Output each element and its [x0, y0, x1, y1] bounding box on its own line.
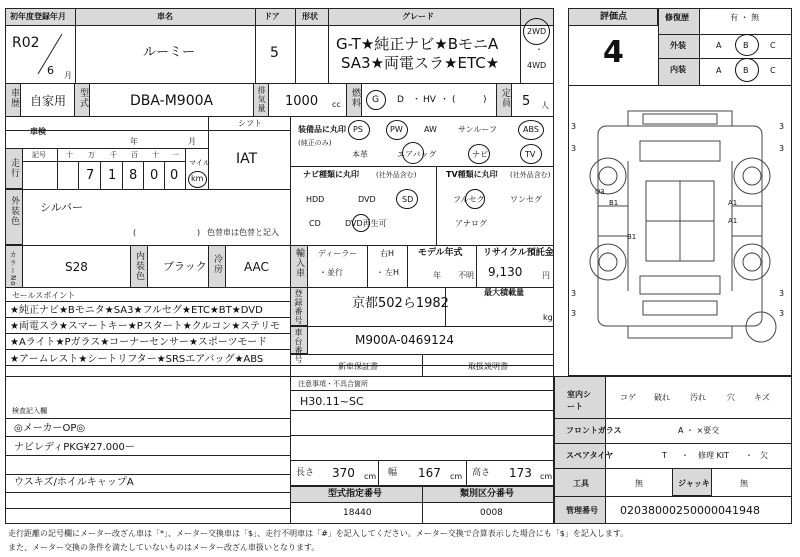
equip-pw: PW: [390, 125, 403, 134]
car-name-label: 車名: [157, 12, 173, 21]
inspection-year-unit: 年: [130, 137, 138, 146]
equip-sunroof: サンルーフ: [458, 125, 497, 134]
footer-line2: また、メーター交換の条件を満たしていないものはメーター改ざん車扱いとなります。: [8, 543, 320, 552]
max-load-label: 最大積載量: [484, 288, 524, 297]
seat-hole: 穴: [727, 393, 735, 402]
seat-stain: 汚れ: [690, 393, 706, 402]
color-no: S28: [65, 260, 88, 274]
mgmt-number: 02038000250000041948: [620, 504, 760, 517]
recycle-unit: 円: [542, 271, 550, 280]
fuel-label: 燃料: [350, 88, 360, 108]
mileage-digit-4: 0: [150, 168, 159, 183]
designation-label: 型式指定番号: [328, 489, 383, 499]
navi-dvd-playback: DVD再生可: [345, 219, 387, 228]
digit-label-0: 十: [66, 151, 73, 159]
inspector-line-1: ◎メーカーOP◎: [14, 423, 86, 434]
category: 0008: [480, 508, 503, 518]
mileage-sublabel: 記号: [32, 151, 46, 159]
mile-label: マイル: [189, 159, 210, 167]
repair-label: 修復歴: [665, 13, 689, 22]
digit-label-4: 十: [152, 151, 159, 159]
first-reg-year: R02: [12, 35, 40, 51]
model: DBA-M900A: [130, 93, 214, 109]
marker-3-mr: 3: [779, 144, 785, 153]
mileage-label: 走行: [9, 158, 19, 178]
model-year: 不明: [458, 271, 474, 280]
seat-label-text: 室内シート: [567, 390, 591, 411]
seat-burn: コゲ: [620, 393, 636, 402]
repair-options: 有 ・ 無: [730, 13, 760, 22]
tv-label: TV種類に丸印: [446, 170, 498, 179]
navi-dvd: DVD: [358, 195, 376, 204]
spare-sep1: ・: [681, 451, 689, 460]
damage-a1-mid: A1: [728, 217, 738, 225]
tv-fullseg: フルセグ: [453, 195, 485, 204]
designation: 18440: [343, 508, 372, 518]
color-note: 色替車は色替と記入: [207, 228, 279, 237]
tv-analog: アナログ: [455, 219, 487, 228]
auction-sheet: 初年度登録年月 車名 ドア 形状 グレード R02 6 月 ルーミー 5 G-T★純正ナビ★BモニA SA3★両電スラ★ETC★ 2WD ・ 4WD 車歴 自家用 型式 DBA-M900A 排気量 1000 cc 燃料 G D ・ HV ・ ( ) 定員 5 人 車検 年 月 シフト IAT 走行 記号 十 万 千 百 十 一 7 1 8 0 0 マイル km 装備品に丸印 (純正のみ) PS PW AW サンルーフ ABS 本革 エアバッグ ナビ TV 外装色 シルバー ( ) 色替車は色替と記入 ナビ種類に丸印 (社外品含む) HDD DVD SD CD DVD再生可 TV種類に丸印 (社外品含む) フルセグ ワンセグ アナログ カラーNo. S28 内装色 ブラック 冷房 AAC 輸入車 ディーラー 並行 ・ 右H ・ 左H モデル年式 年 不明 リサイクル預託金 9,130 円 セールスポイント ★純正ナビ★Bモニタ★SA3★フルセグ★ETC★BT★DVD ★両電スラ★スマートキー★Pスタート★クルコン★ステリモ ★Aライト★Pガラス★コーナーセンサー★スポーツモード ★アームレスト★シートリフター★SRSエアバッグ★ABS 登録番号 京都502ら1982 最大積載量 kg 車台番号 M900A-0469124 新車保証書 取扱説明書 注意事項・不具合箇所 H30.11~SC 検査記入欄 ◎メーカーOP◎ ナビレディPKG¥27.000ー ウスキズ/ホイルキャップA 長さ 370 cm 幅 167 cm 高さ 173 cm 型式指定番号 類別区分番号 18440 0008 評価点 4 修復歴 有 ・ 無 外装 A B C 内装 A B C 3 3 3 3 3 3 3 3 U3 B1 A1 A1 B1 室内シート コゲ 破れ 汚れ 穴 キズ フロントガラス A ・ ×要交 スペアタイヤ T ・ 修理 KIT ・ 欠 工具 無 ジャッキ 無 管理番号 02038000250000041948 走行距離の記号欄にメーター改ざん車は「*」、メーター交換車は「$」、走行不明車は「#」を記入してください。メーター交換で合算表示した場合にも「$」を記入します。 また、メーター交換の条件を満たしていないものはメーター改ざん車扱いとなります。: [0, 0, 800, 557]
tools-label: 工具: [573, 479, 589, 488]
width-label: 幅: [388, 468, 398, 478]
damage-a1-top: A1: [728, 199, 738, 207]
doors: 5: [270, 45, 279, 61]
import-dealer: ディーラー: [318, 249, 358, 258]
tv-sublabel: (社外品含む): [510, 171, 551, 179]
car-name: ルーミー: [143, 45, 196, 60]
inspector-line-4: ウスキズ/ホイルキャップA: [14, 477, 134, 488]
sales-line-2: ★両電スラ★スマートキー★Pスタート★クルコン★ステリモ: [10, 321, 281, 332]
length-unit: cm: [364, 472, 377, 481]
drive-2wd: 2WD: [527, 27, 547, 36]
equip-tv: TV: [525, 150, 536, 159]
import-left-h: 左H: [385, 268, 400, 277]
sales-line-3: ★Aライト★Pガラス★コーナーセンサー★スポーツモード: [10, 337, 268, 348]
owner-manual: 取扱説明書: [468, 362, 508, 371]
new-warranty: 新車保証書: [338, 362, 378, 371]
mgmt-label: 管理番号: [566, 506, 598, 515]
import-parallel: 並行: [327, 268, 343, 277]
shift: IAT: [236, 151, 258, 167]
width-unit: cm: [450, 472, 463, 481]
capacity-unit: 人: [541, 101, 549, 110]
capacity-label: 定員: [500, 88, 510, 108]
digit-label-5: 一: [172, 151, 179, 159]
footer-line1: 走行距離の記号欄にメーター改ざん車は「*」、メーター交換車は「$」、走行不明車は「#」を記入してください。メーター交換で合算表示した場合にも「$」を記入します。: [8, 529, 629, 538]
chassis: M900A-0469124: [355, 333, 454, 347]
damage-u3: U3: [595, 188, 605, 196]
exterior-b: B: [743, 41, 749, 50]
displacement: 1000: [285, 94, 319, 109]
digit-label-3: 百: [131, 151, 138, 159]
model-year-label: モデル年式: [418, 248, 463, 258]
ac: AAC: [244, 260, 269, 274]
height-label: 高さ: [472, 468, 491, 478]
height: 173: [509, 466, 532, 480]
equipment-label: 装備品に丸印: [298, 125, 346, 134]
recycle-value: 9,130: [488, 265, 523, 279]
shift-label: シフト: [238, 119, 262, 128]
marker-3-ml: 3: [571, 144, 577, 153]
interior-color: ブラック: [163, 260, 207, 273]
score: 4: [603, 35, 624, 70]
height-unit: cm: [540, 472, 553, 481]
door-label: ドア: [264, 12, 280, 21]
jack-label: ジャッキ: [678, 479, 710, 488]
exterior-color: シルバー: [40, 201, 83, 214]
damage-b1-mid: B1: [627, 233, 637, 241]
equip-leather: 本革: [352, 150, 368, 159]
marker-3-br2: 3: [779, 309, 785, 318]
mileage-digit-5: 0: [170, 168, 179, 183]
spare-kit: 修理 KIT: [698, 451, 730, 460]
fuel-paren-close: ): [483, 95, 487, 105]
navi-sd: SD: [402, 195, 414, 204]
usage: 自家用: [30, 94, 67, 108]
windshield-label: フロントガラス: [566, 426, 622, 435]
fuel-sep: ・: [412, 95, 422, 105]
import-label: 輸入車: [294, 248, 304, 278]
cc-unit: cc: [332, 100, 341, 109]
color-paren-open: (: [133, 228, 137, 237]
inspector-line-2: ナビレディPKG¥27.000ー: [14, 442, 135, 453]
displacement-label: 排気量: [257, 86, 266, 113]
model-year-unit: 年: [433, 271, 441, 280]
notes-label: 注意事項・不具合箇所: [298, 380, 368, 388]
interior-c: C: [770, 66, 776, 75]
jack: 無: [740, 479, 748, 488]
interior-label: 内装色: [134, 251, 144, 281]
spare-missing: 欠: [760, 451, 768, 460]
mileage-digit-2: 1: [108, 168, 117, 183]
spare-sep2: ・: [745, 451, 753, 460]
seat-label: [567, 389, 597, 413]
grade-line2: SA3★両電スラ★ETC★: [341, 54, 500, 72]
seat-scratch: キズ: [754, 393, 770, 402]
inspection-month-unit: 月: [188, 137, 196, 146]
chassis-label: 車台番号: [294, 328, 303, 364]
inspector-label: 検査記入欄: [12, 407, 47, 415]
shape-label: 形状: [302, 12, 318, 21]
color-no-label: カラーNo.: [9, 251, 17, 290]
color-label: 外装色: [9, 196, 19, 226]
fuel-paren-open: (: [452, 95, 456, 105]
equipment-sublabel: (純正のみ): [298, 139, 332, 147]
first-reg-month-unit: 月: [64, 71, 72, 80]
first-reg-month: 6: [47, 64, 54, 77]
inspection-label: 車検: [30, 127, 46, 136]
length-label: 長さ: [296, 468, 315, 478]
navi-hdd: HDD: [306, 195, 325, 204]
marker-3-tr: 3: [779, 122, 785, 131]
digit-label-2: 千: [110, 151, 117, 159]
tv-oneseg: ワンセグ: [510, 195, 542, 204]
category-label: 類別区分番号: [460, 489, 515, 499]
interior-b: B: [743, 66, 749, 75]
digit-label-1: 万: [88, 151, 95, 159]
navi-cd: CD: [309, 219, 321, 228]
equip-abs: ABS: [523, 125, 539, 134]
color-paren-close: ): [197, 228, 201, 237]
car-diagram: [568, 86, 792, 376]
width: 167: [418, 466, 441, 480]
equip-aw: AW: [424, 125, 437, 134]
drive-4wd: 4WD: [527, 61, 547, 70]
spare-t: T: [662, 451, 667, 460]
equip-navi: ナビ: [472, 150, 488, 159]
capacity: 5: [522, 94, 531, 109]
score-label: 評価点: [600, 12, 628, 22]
sales-line-4: ★アームレスト★シートリフター★SRSエアバッグ★ABS: [10, 354, 264, 365]
exterior-c: C: [770, 41, 776, 50]
notes: H30.11~SC: [300, 395, 364, 408]
fuel-hv: HV: [423, 95, 436, 105]
fuel-d: D: [397, 95, 404, 105]
marker-3-bl2: 3: [571, 309, 577, 318]
registration-label: 登録番号: [294, 289, 303, 325]
navi-sublabel: (社外品含む): [376, 171, 417, 179]
fuel-sep2: ・: [440, 95, 450, 105]
mileage-digit-3: 8: [129, 168, 138, 183]
grade-label: グレード: [402, 12, 434, 21]
sales-points-label: セールスポイント: [12, 291, 76, 300]
import-right-h: 右H: [380, 249, 395, 258]
equip-ps: PS: [353, 125, 363, 134]
exterior-a: A: [716, 41, 722, 50]
length: 370: [332, 466, 355, 480]
damage-b1-top: B1: [609, 199, 619, 207]
km-label: km: [191, 174, 204, 183]
tools: 無: [635, 479, 643, 488]
equip-airbag: エアバッグ: [397, 150, 437, 159]
interior-a: A: [716, 66, 722, 75]
marker-3-bl: 3: [571, 289, 577, 298]
sales-line-1: ★純正ナビ★Bモニタ★SA3★フルセグ★ETC★BT★DVD: [10, 305, 263, 316]
windshield-options: A ・ ×要交: [678, 426, 720, 435]
first-reg-label: 初年度登録年月: [10, 12, 66, 21]
mileage-digit-1: 7: [86, 168, 95, 183]
exterior-label: 外装: [670, 41, 686, 50]
marker-3-br: 3: [779, 289, 785, 298]
grade-line1: G-T★純正ナビ★BモニA: [336, 35, 499, 53]
seat-tear: 破れ: [654, 393, 670, 402]
fuel-g: G: [372, 95, 379, 105]
ac-label: 冷房: [212, 254, 222, 274]
model-label: 型式: [78, 88, 88, 108]
usage-label: 車歴: [9, 88, 19, 108]
navi-label: ナビ種類に丸印: [303, 170, 359, 179]
registration: 京都502ら1982: [352, 296, 449, 311]
recycle-label: リサイクル預託金: [483, 248, 554, 258]
marker-3-tl: 3: [571, 122, 577, 131]
interior-grade-label: 内装: [670, 65, 686, 74]
spare-label: スペアタイヤ: [566, 451, 614, 460]
kg-unit: kg: [543, 313, 553, 322]
